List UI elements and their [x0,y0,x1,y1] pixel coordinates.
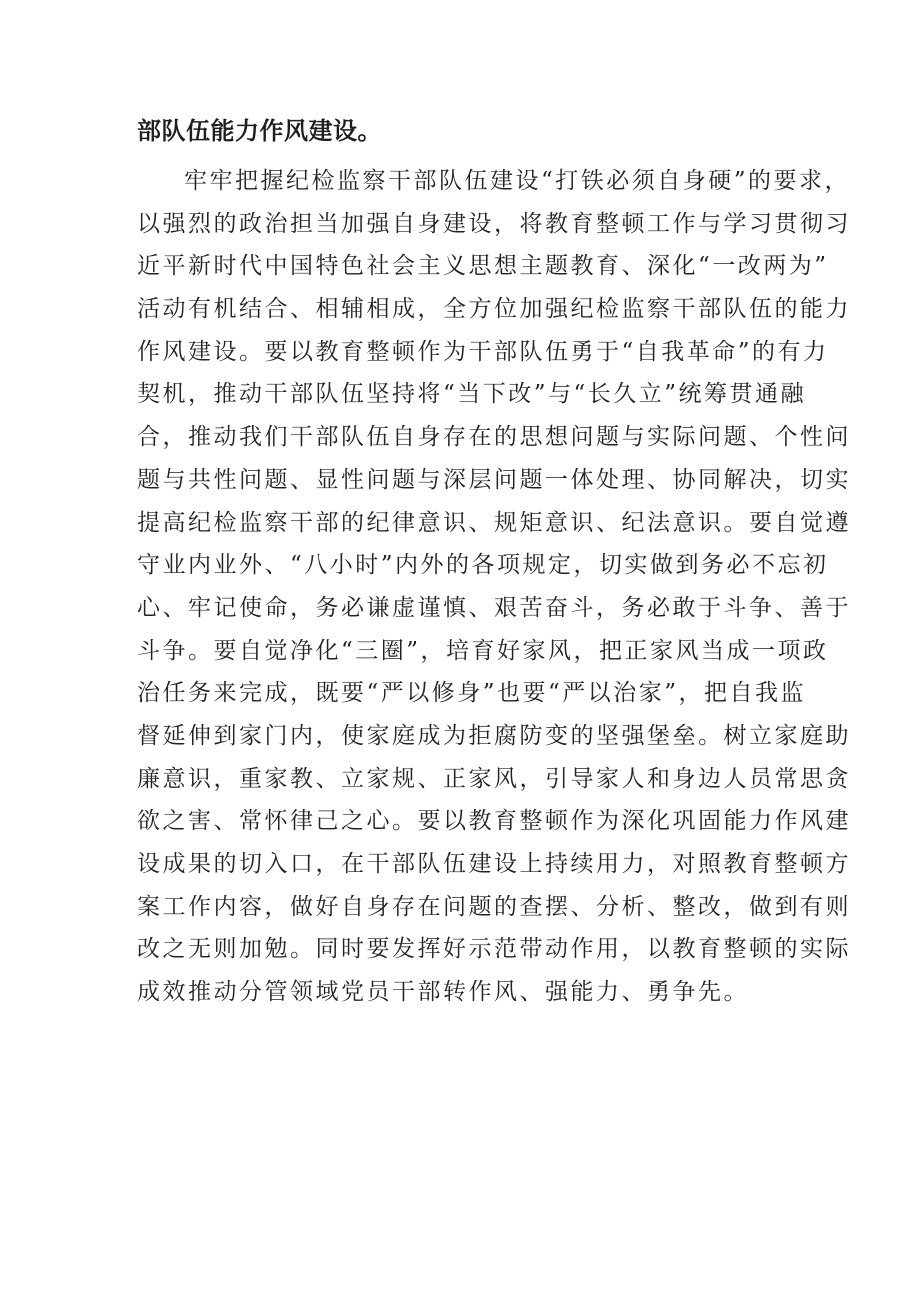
paragraph-line: 契机，推动干部队伍坚持将“当下改”与“长久立”统筹贯通融 [137,381,807,408]
paragraph-line: 设成果的切入口，在干部队伍建设上持续用力，对照教育整顿方 [137,851,851,877]
paragraph-line: 守业内业外、“八小时”内外的各项规定，切实做到务必不忘初 [137,552,829,579]
paragraph-line: 改之无则加勉。同时要发挥好示范带动作用，以教育整顿的实际 [137,936,851,963]
paragraph-line: 心、牢记使命，务必谦虚谨慎、艰苦奋斗，务必敢于斗争、善于 [137,594,851,621]
paragraph-line: 牢牢把握纪检监察干部队伍建设“打铁必须自身硬”的要求， [184,168,851,194]
paragraph-line: 题与共性问题、显性问题与深层问题一体处理、协同解决，切实 [137,466,851,493]
paragraph-line: 活动有机结合、相辅相成，全方位加强纪检监察干部队伍的能力 [137,296,851,323]
paragraph-line: 督延伸到家门内，使家庭成为拒腐防变的坚强堡垒。树立家庭助 [137,722,851,749]
paragraph-line: 近平新时代中国特色社会主义思想主题教育、深化“一改两为” [137,253,829,280]
section-heading: 部队伍能力作风建设。 [137,117,382,145]
paragraph-line: 合，推动我们干部队伍自身存在的思想问题与实际问题、个性问 [137,424,851,451]
paragraph-line: 欲之害、常怀律己之心。要以教育整顿作为深化巩固能力作风建 [137,808,851,835]
paragraph-line: 成效推动分管领域党员干部转作风、强能力、勇争先。 [137,979,749,1006]
paragraph-line: 治任务来完成，既要“严以修身”也要“严以治家”，把自我监 [137,680,807,707]
paragraph-line: 提高纪检监察干部的纪律意识、规矩意识、纪法意识。要自觉遵 [137,509,851,536]
paragraph-line: 廉意识，重家教、立家规、正家风，引导家人和身边人员常思贪 [137,765,851,792]
paragraph-line: 案工作内容，做好自身存在问题的查摆、分析、整改，做到有则 [137,893,851,920]
paragraph-line: 以强烈的政治担当加强自身建设，将教育整顿工作与学习贯彻习 [137,210,851,237]
paragraph-line: 斗争。要自觉净化“三圈”，培育好家风，把正家风当成一项政 [137,637,829,664]
paragraph-line: 作风建设。要以教育整顿作为干部队伍勇于“自我革命”的有力 [137,338,829,365]
body-paragraph [137,163,851,1017]
